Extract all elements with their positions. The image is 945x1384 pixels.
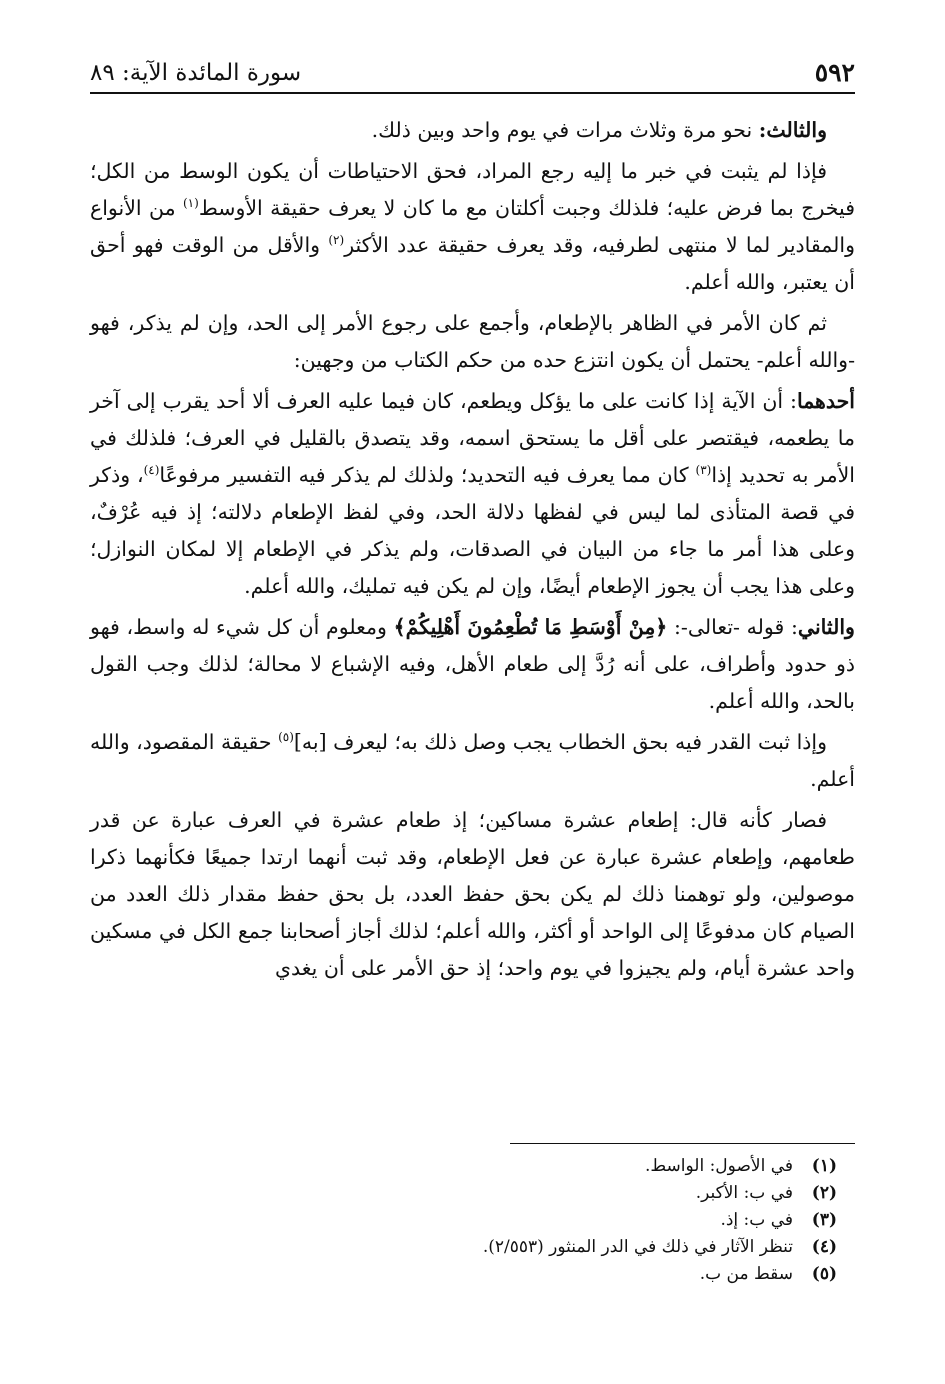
paragraph-text: من الأنواع والمقادير لما لا منتهى لطرفيه، وقد يعرف حقيقة عدد الأكثر: [90, 196, 855, 257]
running-title: سورة المائدة الآية: ٨٩: [90, 60, 302, 86]
paragraph-first-aspect: [90, 383, 855, 605]
paragraph-text: : أن الآية إذا كانت على ما يؤكل ويطعم، كان فيما عليه العرف ألا أحد يقرب إلى آخر ما يطعمه، فيقتصر على أقل ما يستحق اسمه، وقد يتصدق بالقليل في العرف؛ فلذلك في الأمر به تحديد إذا: [90, 389, 855, 487]
footnote-text: في ب: الأكبر.: [695, 1183, 793, 1203]
footnote-divider: [510, 1143, 855, 1144]
footnote-number: (٢): [811, 1183, 837, 1203]
footnote-ref-3[interactable]: (٣): [695, 463, 712, 478]
footnote-text: في ب: إذ.: [720, 1210, 793, 1230]
main-text: [90, 112, 855, 991]
paragraph-text: حقيقة المقصود، والله أعلم.: [90, 730, 855, 791]
paragraph-text: نحو مرة وثلاث مرات في يوم واحد وبين ذلك.: [371, 118, 753, 142]
paragraph-text: فإذا لم يثبت في خبر ما إليه رجع المراد، فحق الاحتياطات أن يكون الوسط من الكل؛ فيخرج بما فرض عليه؛ فلذلك وجبت أكلتان مع ما كان لا يعرف حقيقة الأوسط: [90, 159, 855, 220]
paragraph-lead: أحدهما: [796, 389, 855, 413]
footnote-item: [90, 1234, 837, 1261]
paragraph-text: ومعلوم أن كل شيء له واسط، فهو ذو حدود وأطراف، على أنه رُدَّ إلى طعام الأهل، وفيه الإشباع لا محالة؛ لذلك وجب القول بالحد، والله أعلم.: [90, 615, 855, 713]
footnote-ref-1[interactable]: (١): [182, 196, 199, 211]
footnote-item: [90, 1180, 837, 1207]
paragraph-text: وإذا ثبت القدر فيه بحق الخطاب يجب وصل ذلك به؛ ليعرف [به]: [293, 730, 827, 754]
footnote-number: (١): [811, 1156, 837, 1176]
paragraph-text: كان مما يعرف فيه التحديد؛ ولذلك لم يذكر فيه التفسير مرفوعًا: [159, 463, 689, 487]
paragraph-text: ثم كان الأمر في الظاهر بالإطعام، وأجمع على رجوع الأمر إلى الحد، وإن لم يذكر، فهو -والله أعلم- يحتمل أن يكون انتزع حده من حكم الكتاب من وجهين:: [90, 311, 855, 372]
paragraph-text: ، وذكر في قصة المتأذى لما ليس في لفظها دلالة الحد، وفي لفظ الإطعام دلالته؛ إذ فيه عُرْفٌ، وعلى هذا أمر ما جاء من البيان في الصدقات، ولم يذكر في الإطعام إلا لمكان النوازل؛ وعلى هذا يجب أن يجوز الإطعام أيضًا، وإن لم يكن فيه تمليك، والله أعلم.: [90, 463, 855, 598]
page-header: [90, 50, 855, 94]
paragraph-text: فصار كأنه قال: إطعام عشرة مساكين؛ إذ طعام عشرة في العرف عبارة عن قدر طعامهم، وإطعام عشرة عبارة عن فعل الإطعام، وقد ثبت أنهما ارتدا جميعًا فكأنهما ذكرا موصولين، ولو توهمنا ذلك لم يكن بحق حفظ العدد، بل بحق حفظ مقدار ذلك العدد من الصيام كان مدفوعًا إلى الواحد أو أكثر، والله أعلم؛ لذلك أجاز أصحابنا جمع الكل في مسكين واحد عشرة أيام، ولم يجيزوا في يوم واحد؛ إذ حق الأمر على أن يغدي: [90, 808, 855, 980]
quran-verse: ﴿مِنْ أَوْسَطِ مَا تُطْعِمُونَ أَهْلِيكُمْ﴾: [393, 615, 668, 639]
footnote-number: (٣): [811, 1210, 837, 1230]
footnote-text: في الأصول: الواسط.: [644, 1156, 793, 1176]
paragraph-measure: [90, 724, 855, 798]
footnote-number: (٥): [811, 1264, 837, 1284]
paragraph-ten-poor: [90, 802, 855, 987]
footnote-ref-5[interactable]: (٥): [278, 730, 294, 745]
paragraph-text: : قوله -تعالى-:: [674, 615, 798, 639]
footnote-item: [90, 1207, 837, 1234]
footnotes-list: [90, 1153, 837, 1288]
footnote-ref-2[interactable]: (٢): [328, 233, 345, 248]
footnote-text: تنظر الآثار في ذلك في الدر المنثور (٢/٥٥٣).: [482, 1237, 793, 1257]
footnote-item: [90, 1261, 837, 1288]
paragraph-two-aspects: [90, 305, 855, 379]
paragraph-lead: والثالث:: [758, 118, 827, 142]
paragraph-second-aspect: [90, 609, 855, 720]
footnote-item: [90, 1153, 837, 1180]
page-number: ٥٩٢: [814, 58, 855, 87]
footnote-text: سقط من ب.: [699, 1264, 793, 1284]
paragraph-precaution: [90, 153, 855, 301]
footnote-ref-4[interactable]: (٤): [143, 463, 160, 478]
paragraph-third: [90, 112, 855, 149]
footnote-number: (٤): [811, 1237, 837, 1257]
paragraph-text: والأقل من الوقت فهو أحق أن يعتبر، والله أعلم.: [90, 233, 855, 294]
paragraph-lead: والثاني: [797, 615, 855, 639]
